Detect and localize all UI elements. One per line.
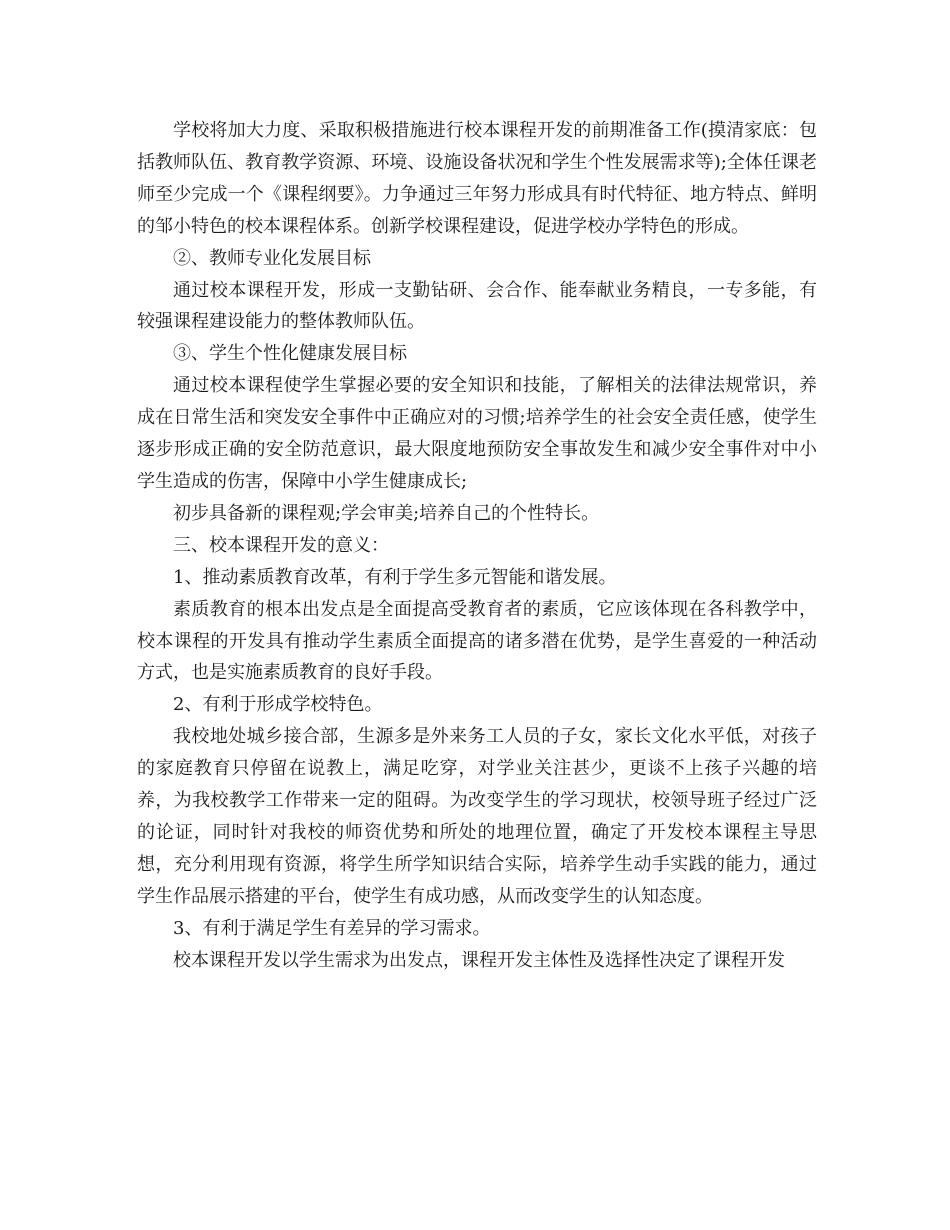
paragraph-teacher-goal: 通过校本课程开发，形成一支勤钻研、会合作、能奉献业务精良，一专多能，有较强课程建设能力的整体教师队伍。 <box>137 279 817 333</box>
paragraph-student-goal: 通过校本课程使学生掌握必要的安全知识和技能，了解相关的法律法规常识，养成在日常生活和突发安全事件中正确应对的习惯;培养学生的社会安全责任感，使学生逐步形成正确的安全防范意识，最大限度地预防安全事故发生和减少安全事件对中小学生造成的伤害，保障中小学生健康成长; <box>137 375 817 492</box>
heading-significance: 三、校本课程开发的意义： <box>173 534 389 556</box>
paragraph-preparation: 学校将加大力度、采取积极措施进行校本课程开发的前期准备工作(摸清家底：包括教师队伍、教育教学资源、环境、设施设备状况和学生个性发展需求等);全体任课老师至少完成一个《课程纲要》。力争通过三年努力形成具有时代特征、地方特点、鲜明的邹小特色的校本课程体系。创新学校课程建设，促进学校办学特色的形成。 <box>137 120 817 237</box>
heading-teacher-goal: ②、教师专业化发展目标 <box>173 247 371 269</box>
heading-student-goal: ③、学生个性化健康发展目标 <box>173 343 407 365</box>
heading-significance-1: 1、推动素质教育改革，有利于学生多元智能和谐发展。 <box>173 566 617 588</box>
document-body <box>137 115 817 976</box>
paragraph-significance-3: 校本课程开发以学生需求为出发点，课程开发主体性及选择性决定了课程开发 <box>173 949 785 971</box>
paragraph-significance-2: 我校地处城乡接合部，生源多是外来务工人员的子女，家长文化水平低，对孩子的家庭教育只停留在说教上，满足吃穿，对学业关注甚少，更谈不上孩子兴趣的培养，为我校教学工作带来一定的阻碍。为改变学生的学习现状，校领导班子经过广泛的论证，同时针对我校的师资优势和所处的地理位置，确定了开发校本课程主导思想，充分利用现有资源，将学生所学知识结合实际，培养学生动手实践的能力，通过学生作品展示搭建的平台，使学生有成功感，从而改变学生的认知态度。 <box>137 726 817 907</box>
heading-significance-2: 2、有利于形成学校特色。 <box>173 694 383 716</box>
heading-significance-3: 3、有利于满足学生有差异的学习需求。 <box>173 917 491 939</box>
paragraph-significance-1: 素质教育的根本出发点是全面提高受教育者的素质，它应该体现在各科教学中，校本课程的开发具有推动学生素质全面提高的诸多潜在优势，是学生喜爱的一种活动方式，也是实施素质教育的良好手段。 <box>137 598 817 684</box>
paragraph-course-view: 初步具备新的课程观;学会审美;培养自己的个性特长。 <box>173 502 600 524</box>
